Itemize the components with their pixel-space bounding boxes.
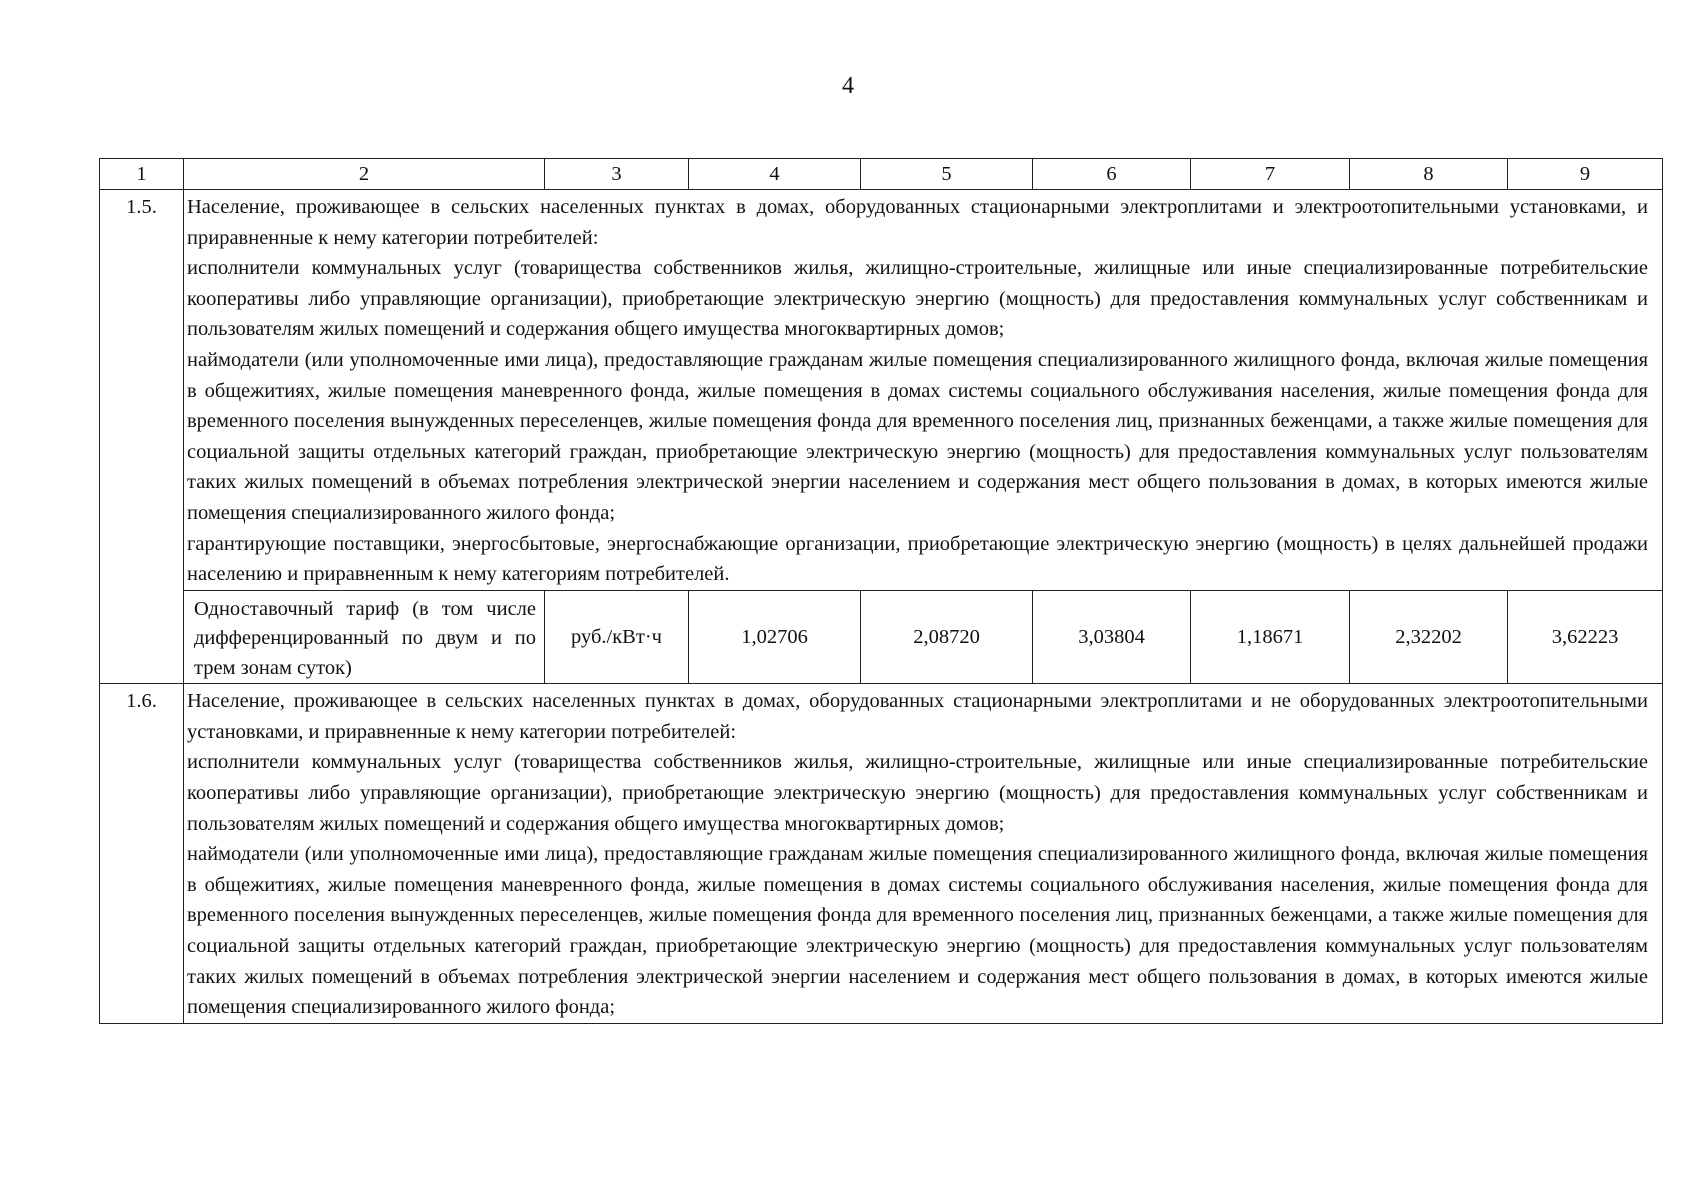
tariff-value: 1,02706 (689, 590, 861, 684)
column-header: 6 (1033, 159, 1191, 190)
description-paragraph: Население, проживающее в сельских населенных пунктах в домах, оборудованных стационарными электроплитами и электроотопительными установками, и приравненные к нему категории потребителей: (187, 196, 1648, 249)
column-header: 4 (689, 159, 861, 190)
column-header: 3 (545, 159, 689, 190)
section-row-1-6 (100, 684, 1663, 1024)
row-number: 1.6. (100, 684, 184, 1024)
section-row-1-5 (100, 190, 1663, 591)
column-header: 1 (100, 159, 184, 190)
tariff-value: 2,08720 (861, 590, 1033, 684)
tariff-value: 3,03804 (1033, 590, 1191, 684)
column-header: 8 (1350, 159, 1508, 190)
tariff-row (100, 590, 1663, 684)
page-number: 4 (842, 73, 854, 99)
tariff-value: 1,18671 (1191, 590, 1350, 684)
description-paragraph: гарантирующие поставщики, энергосбытовые, энергоснабжающие организации, приобретающие электрическую энергию (мощность) в целях дальнейшей продажи населению и приравненным к нему категориям потребителей. (187, 532, 1648, 586)
description-paragraph: Население, проживающее в сельских населенных пунктах в домах, оборудованных стационарными электроплитами и не оборудованных электроотопительными установками, и приравненные к нему категории потребителей: (187, 690, 1648, 743)
description-paragraph: наймодатели (или уполномоченные ими лица), предоставляющие гражданам жилые помещения специализированного жилищного фонда, включая жилые помещения в общежитиях, жилые помещения маневренного фонда, жилые помещения в домах системы социального обслуживания населения, жилые помещения фонда для временного поселения вынужденных переселенцев, жилые помещения фонда для временного поселения лиц, признанных беженцами, а также жилые помещения для социальной защиты отдельных категорий граждан, приобретающие электрическую энергию (мощность) для предоставления коммунальных услуг пользователям таких жилых помещений в объемах потребления электрической энергии населением и содержания мест общего пользования в домах, в которых имеются жилые помещения специализированного жилого фонда; (187, 843, 1648, 1019)
tariff-value: 2,32202 (1350, 590, 1508, 684)
row-number: 1.5. (100, 190, 184, 684)
column-header: 2 (184, 159, 545, 190)
column-header: 5 (861, 159, 1033, 190)
consumer-category-description (184, 684, 1663, 1024)
consumer-category-description (184, 190, 1663, 591)
column-header: 7 (1191, 159, 1350, 190)
column-number-header-row (100, 159, 1663, 190)
tariff-unit: руб./кВт·ч (545, 590, 689, 684)
description-paragraph: исполнители коммунальных услуг (товарищества собственников жилья, жилищно-строительные, жилищные или иные специализированные потребительские кооперативы либо управляющие организации), приобретающие электрическую энергию (мощность) для предоставления коммунальных услуг собственникам и пользователям жилых помещений и содержания общего имущества многоквартирных домов; (187, 751, 1648, 835)
tariff-table (99, 158, 1663, 1024)
description-paragraph: наймодатели (или уполномоченные ими лица), предоставляющие гражданам жилые помещения специализированного жилищного фонда, включая жилые помещения в общежитиях, жилые помещения маневренного фонда, жилые помещения в домах системы социального обслуживания населения, жилые помещения фонда для временного поселения вынужденных переселенцев, жилые помещения фонда для временного поселения лиц, признанных беженцами, а также жилые помещения для социальной защиты отдельных категорий граждан, приобретающие электрическую энергию (мощность) для предоставления коммунальных услуг пользователям таких жилых помещений в объемах потребления электрической энергии населением и содержания мест общего пользования в домах, в которых имеются жилые помещения специализированного жилого фонда; (187, 348, 1648, 524)
tariff-label: Одноставочный тариф (в том числе дифференцированный по двум и по трем зонам суток) (184, 590, 545, 684)
column-header: 9 (1508, 159, 1663, 190)
tariff-value: 3,62223 (1508, 590, 1663, 684)
description-paragraph: исполнители коммунальных услуг (товарищества собственников жилья, жилищно-строительные, жилищные или иные специализированные потребительские кооперативы либо управляющие организации), приобретающие электрическую энергию (мощность) для предоставления коммунальных услуг собственникам и пользователям жилых помещений и содержания общего имущества многоквартирных домов; (187, 257, 1648, 341)
